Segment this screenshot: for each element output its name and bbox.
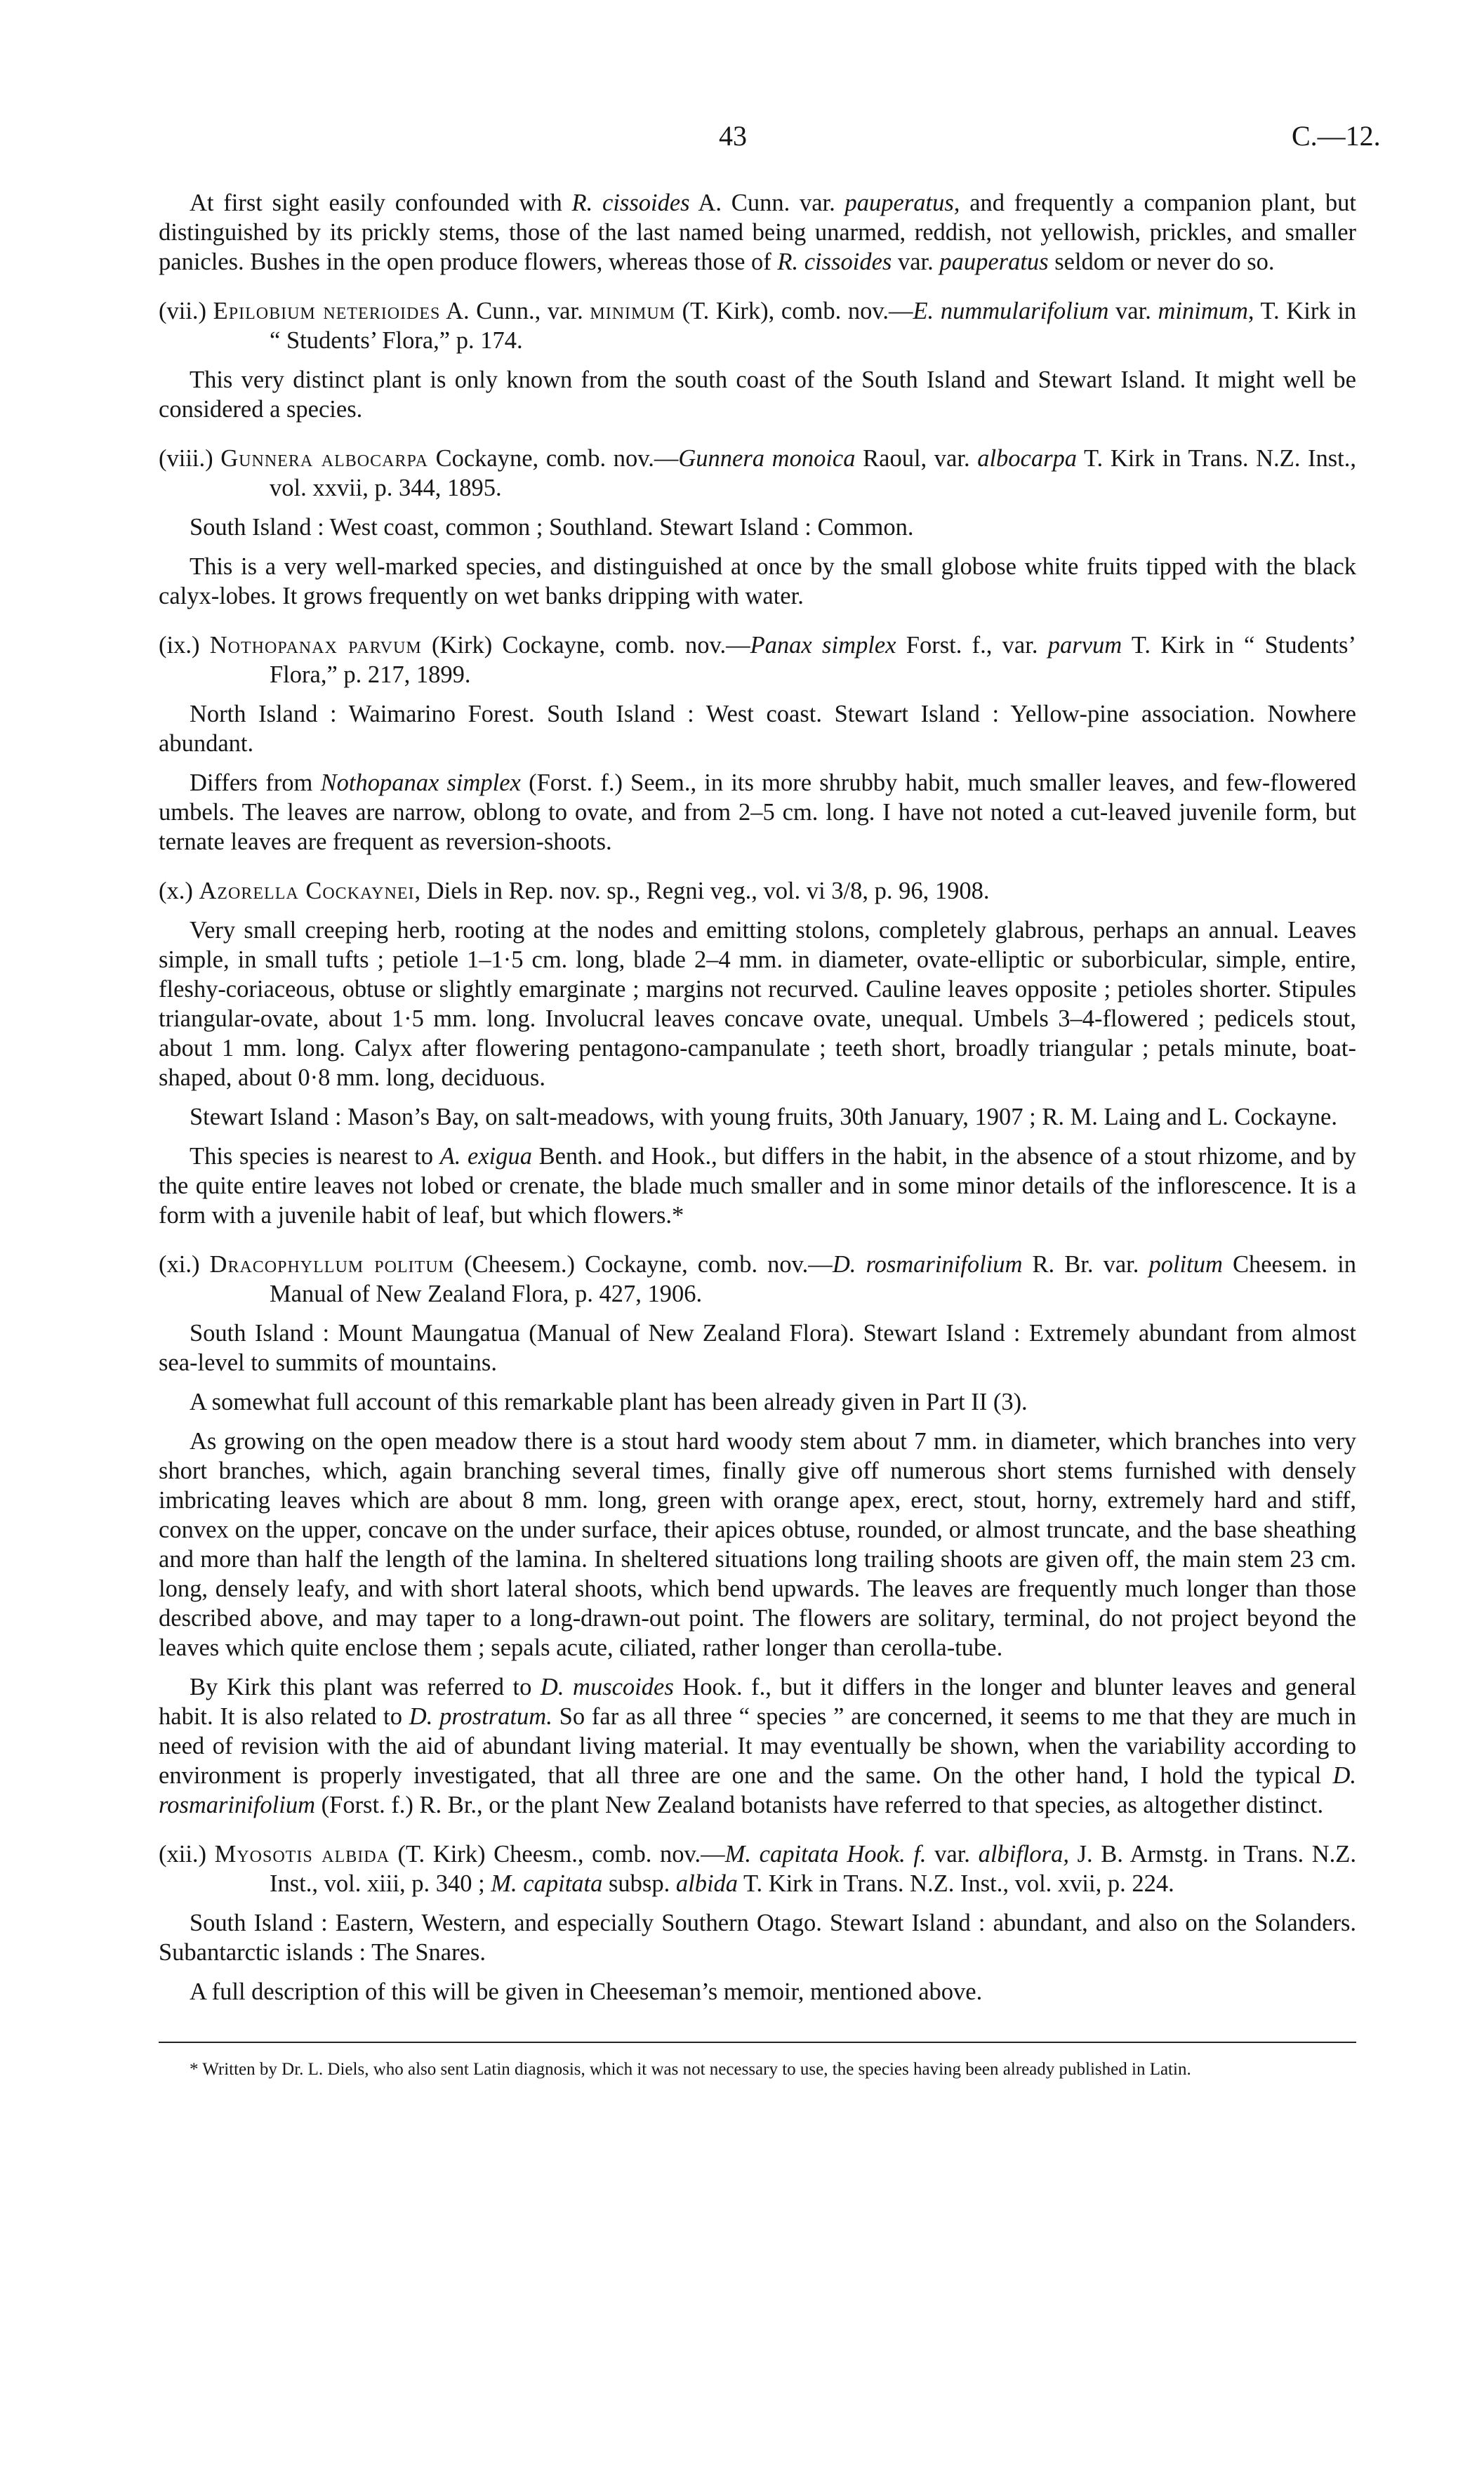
text-run: T. Kirk in “ Students’ Flora,” p. 174. xyxy=(270,298,1357,354)
text-run: R. Br. var. xyxy=(1022,1251,1149,1278)
paragraph: A full description of this will be given in Cheeseman’s memoir, mentioned above. xyxy=(190,1978,983,2005)
synonym-name: Panax simplex xyxy=(750,632,896,659)
footnote-divider xyxy=(159,2042,1356,2043)
variety-name: pauperatus, xyxy=(844,190,960,216)
variety-name: pauperatus xyxy=(939,249,1049,275)
paragraph: This is a very well-marked species, and distinguished at once by the small globose white fruits tipped with the black calyx-lobes. It grows frequently on wet banks dripping with water. xyxy=(159,553,1356,609)
text-run: var. xyxy=(926,1841,979,1867)
text-run: Raoul, var. xyxy=(855,445,978,472)
entry-number: (xi.) xyxy=(159,1251,210,1278)
intro-paragraph xyxy=(159,188,1356,277)
text-run: At first sight easily confounded with xyxy=(190,190,572,216)
variety-name: albocarpa xyxy=(977,445,1078,472)
document-reference: C.—12. xyxy=(1292,120,1381,152)
species-name: D. muscoides xyxy=(540,1674,674,1700)
text-run: (Forst. f.) R. Br., or the plant New Zealand botanists have referred to that species, as altogether distinct. xyxy=(315,1792,1324,1818)
taxon-name: Gunnera albocarpa xyxy=(220,445,428,472)
variety-name: albida xyxy=(675,1870,738,1897)
text-run: var. xyxy=(1108,298,1158,324)
entry-heading-xi xyxy=(159,1250,1356,1309)
text-run: By Kirk this plant was referred to xyxy=(190,1674,541,1700)
paragraph: Very small creeping herb, rooting at the nodes and emitting stolons, completely glabrous, perhaps an annual. Leaves simple, in small tufts ; petiole 1–1·5 cm. long, blade 2–4 mm. in diameter, ovate-elliptic or suborbicular, simple, entire, fleshy-coriaceous, obtuse or slightly emarginate ; margins not recurved. Cauline leaves opposite ; petioles shorter. Stipules triangular-ovate, about 1·5 mm. long. Involucral leaves concave ovate, unequal. Umbels 3–4-flowered ; pedicels stout, about 1 mm. long. Calyx after flowering pentagono-campanulate ; teeth short, broadly triangular ; petals minute, boat-shaped, about 0·8 mm. long, deciduous. xyxy=(159,917,1356,1091)
text-run: subsp. xyxy=(602,1870,676,1897)
text-run: J. B. Armstg. in Trans. N.Z. Inst., vol. xiii, p. 340 ; xyxy=(270,1841,1356,1897)
text-run: Forst. f., var. xyxy=(896,632,1048,659)
taxon-name: Myosotis albida xyxy=(214,1841,390,1867)
entry-heading-x xyxy=(159,876,1356,906)
variety-name: albiflora, xyxy=(978,1841,1069,1867)
paragraph xyxy=(159,1142,1356,1230)
text-run: , Diels in Rep. nov. sp., Regni veg., vol. vi 3/8, p. 96, 1908. xyxy=(414,878,990,904)
paragraph: Stewart Island : Mason’s Bay, on salt-meadows, with young fruits, 30th January, 1907 ; R. M. Laing and L. Cockayne. xyxy=(190,1104,1337,1130)
species-name: D. rosmarinifolium xyxy=(159,1762,1356,1818)
paragraph: A somewhat full account of this remarkable plant has been already given in Part II (3). xyxy=(190,1389,1028,1415)
entry-heading-ix xyxy=(159,630,1356,689)
synonym-name: M. capitata Hook. f. xyxy=(724,1841,927,1867)
synonym-name: Gunnera monoica xyxy=(678,445,856,472)
body-text xyxy=(159,188,1356,2081)
species-name: A. exigua xyxy=(439,1143,533,1170)
entry-heading-vii xyxy=(159,296,1356,355)
text-run: A. Cunn., var. xyxy=(440,298,590,324)
species-name: R. cissoides xyxy=(777,249,892,275)
text-run: So far as all three “ species ” are concerned, it seems to me that they are much in need of revision with the aid of abundant living material. It may eventually be shown, when the variability according to environment is properly investigated, that all three are one and the same. On the other hand, I hold the typical xyxy=(159,1703,1357,1789)
paragraph xyxy=(159,768,1356,857)
paragraph xyxy=(159,1672,1356,1820)
taxon-name: Azorella Cockaynei xyxy=(199,878,415,904)
text-run: seldom or never do so. xyxy=(1048,249,1275,275)
paragraph: South Island : West coast, common ; Southland. Stewart Island : Common. xyxy=(190,514,914,541)
entry-heading-viii xyxy=(159,444,1356,503)
variety-name: minimum, xyxy=(1158,298,1254,324)
text-run: (T. Kirk) Cheesm., comb. nov.— xyxy=(389,1841,725,1867)
paragraph: As growing on the open meadow there is a stout hard woody stem about 7 mm. in diameter, which branches into very short branches, which, again branching several times, finally give off numerous short stems furnished with densely imbricating leaves which are about 8 mm. long, green with orange apex, erect, stout, horny, extremely hard and stiff, convex on the upper, concave on the under surface, their apices obtuse, rounded, or almost truncate, and the base sheathing and more than half the length of the lamina. In sheltered situations long trailing shoots are given off, the main stem 23 cm. long, densely leafy, and with short lateral shoots, which bend upwards. The leaves are frequently much longer than those described above, and may taper to a long-drawn-out point. The flowers are solitary, terminal, do not project beyond the leaves which quite enclose them ; sepals acute, ciliated, rather longer than cerolla-tube. xyxy=(159,1428,1356,1661)
text-run: Benth. and Hook., but differs in the habit, in the absence of a stout rhizome, and by the quite entire leaves not lobed or crenate, the blade much smaller and in some minor details of the inflorescence. It is a form with a juvenile habit of leaf, but which flowers.* xyxy=(159,1143,1357,1229)
text-run: var. xyxy=(892,249,940,275)
entry-heading-xii xyxy=(159,1839,1356,1898)
page-number: 43 xyxy=(719,120,747,152)
text-run: T. Kirk in Trans. N.Z. Inst., vol. xvii, p. 224. xyxy=(738,1870,1174,1897)
entry-number: (ix.) xyxy=(159,632,210,659)
paragraph: This very distinct plant is only known from the south coast of the South Island and Stewart Island. It might well be considered a species. xyxy=(159,366,1356,423)
variety-name: politum xyxy=(1148,1251,1223,1278)
paragraph: North Island : Waimarino Forest. South Island : West coast. Stewart Island : Yellow-pine association. Nowhere abundant. xyxy=(159,701,1356,757)
text-run: T. Kirk in “ Students’ Flora,” p. 217, 1899. xyxy=(270,632,1356,688)
synonym-name: D. rosmarinifolium xyxy=(832,1251,1023,1278)
text-run: This species is nearest to xyxy=(190,1143,440,1170)
text-run: Cockayne, comb. nov.— xyxy=(428,445,679,472)
text-run: Differs from xyxy=(190,769,321,796)
taxon-name: Epilobium neterioides xyxy=(213,298,441,324)
species-name: R. cissoides xyxy=(571,190,690,216)
entry-number: (xii.) xyxy=(159,1841,215,1867)
text-run: (Kirk) Cockayne, comb. nov.— xyxy=(421,632,750,659)
text-run: (Forst. f.) Seem., in its more shrubby habit, much smaller leaves, and few-flowered umbels. The leaves are narrow, oblong to ovate, and from 2–5 cm. long. I have not noted a cut-leaved juvenile form, but ternate leaves are frequent as reversion-shoots. xyxy=(159,769,1356,855)
synonym-name: M. capitata xyxy=(491,1870,603,1897)
text-run: (T. Kirk), comb. nov.— xyxy=(675,298,913,324)
text-run: and frequently a companion plant, but distinguished by its prickly stems, those of the last named being unarmed, reddish, not yellowish, prickles, and smaller panicles. Bushes in the open produce flowers, whereas those of xyxy=(159,190,1357,275)
text-run: (Cheesem.) Cockayne, comb. nov.— xyxy=(453,1251,833,1278)
taxon-name: Nothopanax parvum xyxy=(209,632,422,659)
paragraph: South Island : Eastern, Western, and especially Southern Otago. Stewart Island : abundant, and also on the Solanders. Subantarctic islands : The Snares. xyxy=(159,1910,1356,1966)
text-run: A. Cunn. var. xyxy=(689,190,845,216)
footnote: * Written by Dr. L. Diels, who also sent Latin diagnosis, which it was not necessary to use, the species having been already published in Latin. xyxy=(190,2060,1191,2079)
text-run: T. Kirk in Trans. N.Z. Inst., vol. xxvii, p. 344, 1895. xyxy=(270,445,1357,501)
variety-name: parvum xyxy=(1047,632,1122,659)
species-name: Nothopanax simplex xyxy=(320,769,521,796)
paragraph: South Island : Mount Maungatua (Manual of New Zealand Flora). Stewart Island : Extremely abundant from almost sea-level to summits of mountains. xyxy=(159,1320,1356,1376)
synonym-name: E. nummularifolium xyxy=(913,298,1109,324)
text-run: Cheesem. in Manual of New Zealand Flora, p. 427, 1906. xyxy=(270,1251,1356,1307)
variety-name: minimum xyxy=(590,298,676,324)
species-name: D. prostratum. xyxy=(409,1703,552,1730)
entry-number: (x.) xyxy=(159,878,199,904)
text-run: Hook. f., but it differs in the longer and blunter leaves and general habit. It is also related to xyxy=(159,1674,1356,1730)
entry-number: (viii.) xyxy=(159,445,221,472)
taxon-name: Dracophyllum politum xyxy=(209,1251,454,1278)
entry-number: (vii.) xyxy=(159,298,213,324)
